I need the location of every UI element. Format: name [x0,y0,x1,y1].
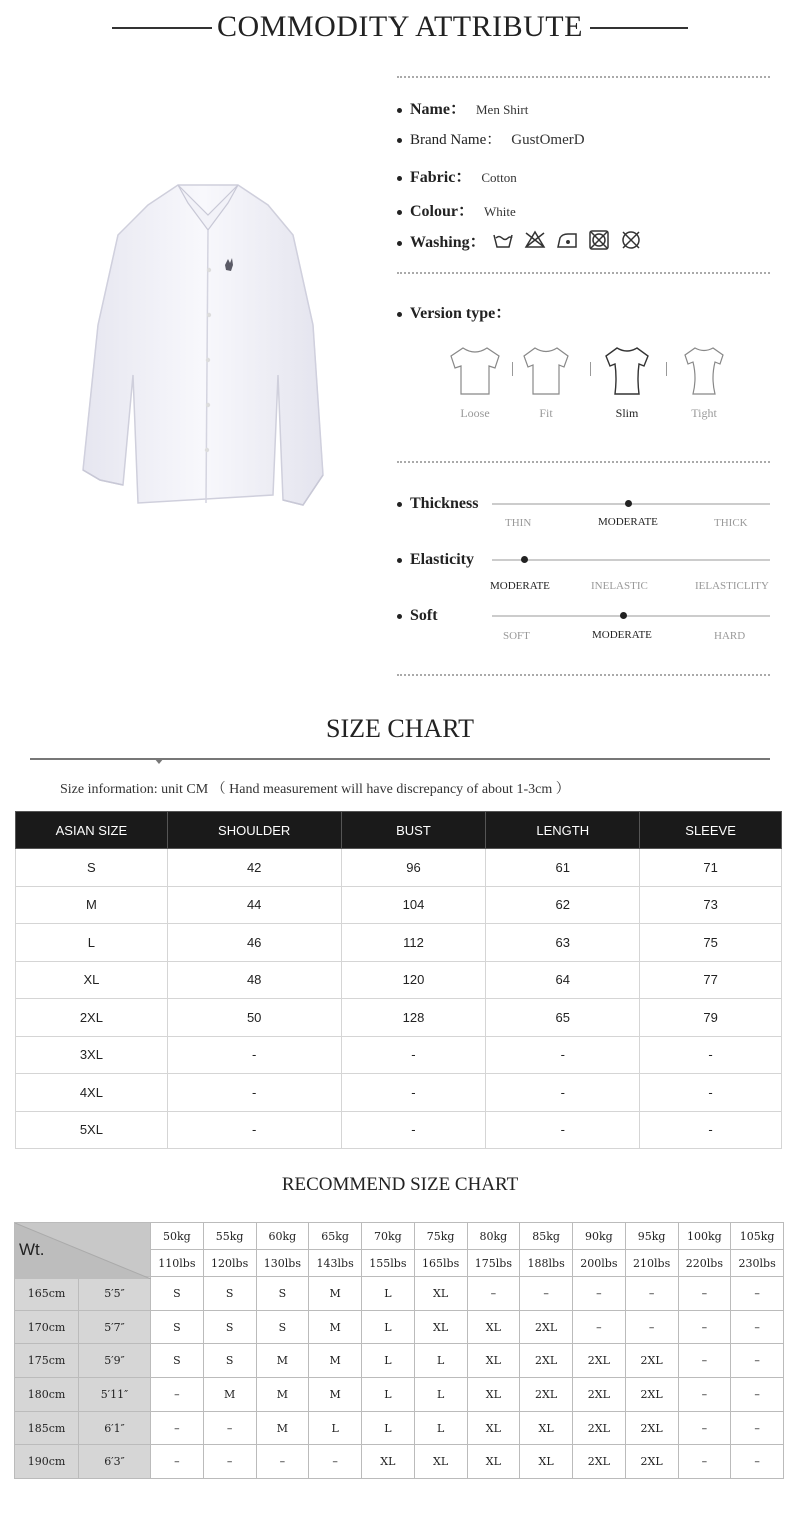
weight-kg-cell: 55kg [203,1223,256,1250]
size-cell: XL [467,1310,520,1344]
size-cell: – [467,1277,520,1311]
size-cell: – [678,1445,731,1479]
table-row [16,849,782,887]
size-cell: L [362,1277,415,1311]
size-cell: XL [467,1378,520,1412]
bullet [397,241,402,246]
size-cell: L [414,1344,467,1378]
size-cell: L [362,1378,415,1412]
attr-fabric-value: Cotton [481,170,517,185]
weight-lbs-cell: 120lbs [203,1250,256,1277]
table-cell: 79 [640,999,782,1037]
elasticity-opt-inelastic: INELASTIC [591,580,648,592]
size-cell: S [256,1310,309,1344]
washing-icons [492,229,644,251]
table-cell: - [167,1036,341,1074]
size-cell: – [731,1310,784,1344]
elasticity-marker [521,556,528,563]
size-chart-title: SIZE CHART [326,714,474,743]
bullet [397,502,402,507]
weight-lbs-cell: 110lbs [151,1250,204,1277]
col-header: BUST [341,812,486,849]
size-info: Size information: unit CM （ Hand measurement will have discrepancy of about 1-3cm ） [60,782,570,797]
size-cell: 2XL [625,1344,678,1378]
weight-kg-cell: 75kg [414,1223,467,1250]
recommend-row [15,1310,784,1344]
table-cell: 50 [167,999,341,1037]
soft-opt-soft: SOFT [503,630,530,642]
size-cell: XL [520,1411,573,1445]
recommend-row [15,1411,784,1445]
table-cell: 65 [486,999,640,1037]
recommend-row [15,1277,784,1311]
size-cell: – [731,1411,784,1445]
table-cell: 64 [486,961,640,999]
size-cell: – [520,1277,573,1311]
size-cell: 2XL [625,1411,678,1445]
attr-colour-value: White [484,204,516,219]
size-cell: XL [467,1411,520,1445]
weight-lbs-cell: 130lbs [256,1250,309,1277]
weight-lbs-cell: 143lbs [309,1250,362,1277]
shirt-image [78,175,338,515]
size-chart-rule [30,758,770,760]
table-cell: 61 [486,849,640,887]
table-cell: 63 [486,924,640,962]
table-cell: - [341,1036,486,1074]
height-ft-cell: 5′9″ [79,1344,151,1378]
size-cell: XL [467,1445,520,1479]
weight-lbs-cell: 165lbs [414,1250,467,1277]
size-cell: S [151,1277,204,1311]
table-cell: S [16,849,168,887]
soft-label: Soft [410,607,438,624]
table-cell: - [640,1111,782,1149]
no-tumble-dry-icon [590,231,608,249]
size-cell: S [256,1277,309,1311]
tshirt-tight-icon [674,340,734,398]
bullet [397,312,402,317]
size-cell: – [573,1277,626,1311]
size-cell: S [203,1310,256,1344]
weight-kg-cell: 50kg [151,1223,204,1250]
height-cm-cell: 190cm [15,1445,79,1479]
rule-notch-icon [154,758,164,764]
table-cell: 77 [640,961,782,999]
size-cell: XL [414,1277,467,1311]
table-cell: 2XL [16,999,168,1037]
version-label: Version type： [410,305,512,322]
size-cell: M [309,1277,362,1311]
size-table [15,811,782,1149]
separator [590,362,591,376]
size-cell: L [362,1310,415,1344]
col-header: SLEEVE [640,812,782,849]
table-cell: 5XL [16,1111,168,1149]
table-cell: 4XL [16,1074,168,1112]
size-cell: M [256,1378,309,1412]
height-cm-cell: 170cm [15,1310,79,1344]
table-cell: 120 [341,961,486,999]
hand-wash-icon [494,235,512,247]
table-cell: - [167,1111,341,1149]
table-cell: 71 [640,849,782,887]
wt-label: Wt. [19,1239,45,1259]
weight-lbs-cell: 200lbs [573,1250,626,1277]
version-fit [516,340,576,421]
version-tight [674,340,734,421]
weight-lbs-cell: 175lbs [467,1250,520,1277]
size-cell: – [731,1344,784,1378]
size-cell: 2XL [573,1344,626,1378]
size-cell: XL [414,1310,467,1344]
height-ft-cell: 6′1″ [79,1411,151,1445]
table-cell: 48 [167,961,341,999]
tshirt-slim-icon [597,340,657,398]
size-cell: 2XL [520,1378,573,1412]
version-tight-label: Tight [691,406,717,420]
thickness-marker [625,500,632,507]
weight-lbs-cell: 230lbs [731,1250,784,1277]
recommend-title: RECOMMEND SIZE CHART [281,1174,519,1195]
col-header: LENGTH [486,812,640,849]
weight-kg-cell: 65kg [309,1223,362,1250]
size-cell: L [414,1378,467,1412]
height-cm-cell: 165cm [15,1277,79,1311]
attr-name-label: Name： [410,101,466,118]
col-header: ASIAN SIZE [16,812,168,849]
separator [666,362,667,376]
size-cell: XL [414,1445,467,1479]
size-cell: M [256,1411,309,1445]
soft-marker [620,612,627,619]
table-row [16,886,782,924]
soft-opt-moderate: MODERATE [592,629,652,641]
size-cell: – [678,1344,731,1378]
attr-colour-label: Colour： [410,203,475,220]
weight-kg-cell: 70kg [362,1223,415,1250]
weight-kg-cell: 105kg [731,1223,784,1250]
weight-lbs-cell: 210lbs [625,1250,678,1277]
table-cell: 44 [167,886,341,924]
weight-lbs-cell: 220lbs [678,1250,731,1277]
size-cell: XL [520,1445,573,1479]
attr-washing-label: Washing： [410,234,486,251]
recommend-kg-row [15,1223,784,1250]
weight-lbs-cell: 155lbs [362,1250,415,1277]
size-cell: 2XL [573,1445,626,1479]
weight-lbs-cell: 188lbs [520,1250,573,1277]
version-type [397,300,511,323]
soft [397,607,438,625]
recommend-row [15,1445,784,1479]
thickness-opt-thick: THICK [714,517,748,529]
bullet [397,138,402,143]
attr-fabric-label: Fabric： [410,169,472,186]
recommend-table [14,1222,784,1479]
bullet [397,176,402,181]
attr-name-value: Men Shirt [476,102,529,117]
version-loose [445,340,505,421]
weight-kg-cell: 80kg [467,1223,520,1250]
divider [397,674,770,676]
bullet [397,558,402,563]
divider [397,272,770,274]
table-cell: - [167,1074,341,1112]
size-cell: L [362,1344,415,1378]
table-row [16,1111,782,1149]
size-cell: – [731,1378,784,1412]
size-cell: – [625,1310,678,1344]
attr-brand [397,128,585,149]
version-slim-label: Slim [615,406,639,420]
elasticity-track [492,559,770,561]
elasticity-opt-ielasticlity: IELASTICLITY [695,580,769,592]
tshirt-fit-icon [516,340,576,398]
size-cell: – [678,1310,731,1344]
height-cm-cell: 175cm [15,1344,79,1378]
size-cell: S [151,1310,204,1344]
elasticity-label: Elasticity [410,551,474,568]
size-cell: – [203,1445,256,1479]
size-cell: L [362,1411,415,1445]
wt-corner [15,1223,151,1277]
divider [397,76,770,78]
attr-colour [397,198,516,221]
tshirt-loose-icon [445,340,505,398]
table-cell: - [640,1036,782,1074]
size-cell: M [309,1344,362,1378]
height-ft-cell: 6′3″ [79,1445,151,1479]
attr-washing [397,229,486,252]
table-cell: 96 [341,849,486,887]
height-ft-cell: 5′7″ [79,1310,151,1344]
size-cell: – [678,1277,731,1311]
size-cell: – [678,1378,731,1412]
col-header: SHOULDER [167,812,341,849]
title-rule-right [590,27,688,29]
size-cell: – [256,1445,309,1479]
size-cell: XL [467,1344,520,1378]
size-cell: – [151,1445,204,1479]
table-cell: 112 [341,924,486,962]
table-row [16,999,782,1037]
size-cell: 2XL [573,1411,626,1445]
table-cell: - [486,1036,640,1074]
size-cell: M [309,1310,362,1344]
soft-opt-hard: HARD [714,630,746,642]
soft-track [492,615,770,617]
size-cell: 2XL [573,1378,626,1412]
size-cell: S [203,1344,256,1378]
attr-name [397,96,528,119]
table-cell: 104 [341,886,486,924]
table-cell: - [341,1074,486,1112]
attr-fabric [397,164,517,187]
size-cell: – [573,1310,626,1344]
weight-kg-cell: 85kg [520,1223,573,1250]
height-ft-cell: 5′5″ [79,1277,151,1311]
size-cell: – [731,1277,784,1311]
table-cell: - [486,1074,640,1112]
no-dry-clean-icon [623,232,639,248]
size-cell: S [203,1277,256,1311]
bullet [397,210,402,215]
table-cell: 3XL [16,1036,168,1074]
table-cell: - [341,1111,486,1149]
table-cell: 128 [341,999,486,1037]
size-cell: – [151,1378,204,1412]
size-cell: 2XL [520,1344,573,1378]
separator [512,362,513,376]
table-cell: 75 [640,924,782,962]
version-fit-label: Fit [539,406,553,420]
table-row [16,924,782,962]
size-cell: – [731,1445,784,1479]
height-cm-cell: 180cm [15,1378,79,1412]
no-bleach-icon [526,232,544,247]
size-cell: – [309,1445,362,1479]
thickness-label: Thickness [410,495,479,512]
thickness-opt-thin: THIN [505,517,532,529]
table-cell: 73 [640,886,782,924]
table-cell: M [16,886,168,924]
thickness-opt-moderate: MODERATE [598,516,658,528]
iron-icon [558,234,576,247]
size-cell: – [678,1411,731,1445]
size-cell: M [256,1344,309,1378]
bullet [397,614,402,619]
weight-kg-cell: 90kg [573,1223,626,1250]
version-slim [597,340,657,421]
size-cell: – [625,1277,678,1311]
page-title: COMMODITY ATTRIBUTE [217,10,583,43]
height-cm-cell: 185cm [15,1411,79,1445]
table-cell: XL [16,961,168,999]
table-cell: 62 [486,886,640,924]
attr-brand-value: GustOmerD [511,132,585,148]
size-cell: 2XL [520,1310,573,1344]
divider [397,461,770,463]
height-ft-cell: 5′11″ [79,1378,151,1412]
attr-brand-label: Brand Name： [410,132,502,148]
size-cell: M [203,1378,256,1412]
size-cell: XL [362,1445,415,1479]
weight-kg-cell: 95kg [625,1223,678,1250]
size-cell: S [151,1344,204,1378]
weight-kg-cell: 100kg [678,1223,731,1250]
table-row [16,1036,782,1074]
bullet [397,108,402,113]
recommend-row [15,1344,784,1378]
table-cell: - [640,1074,782,1112]
table-row [16,961,782,999]
size-cell: L [414,1411,467,1445]
elasticity-opt-moderate: MODERATE [490,580,550,592]
weight-kg-cell: 60kg [256,1223,309,1250]
recommend-row [15,1378,784,1412]
table-cell: L [16,924,168,962]
size-cell: M [309,1378,362,1412]
size-cell: 2XL [625,1378,678,1412]
table-cell: - [486,1111,640,1149]
size-table-header [16,812,782,849]
table-cell: 42 [167,849,341,887]
size-cell: 2XL [625,1445,678,1479]
thickness [397,495,478,513]
table-row [16,1074,782,1112]
size-cell: – [151,1411,204,1445]
table-cell: 46 [167,924,341,962]
size-cell: – [203,1411,256,1445]
size-cell: L [309,1411,362,1445]
version-loose-label: Loose [460,406,490,420]
elasticity [397,551,474,569]
